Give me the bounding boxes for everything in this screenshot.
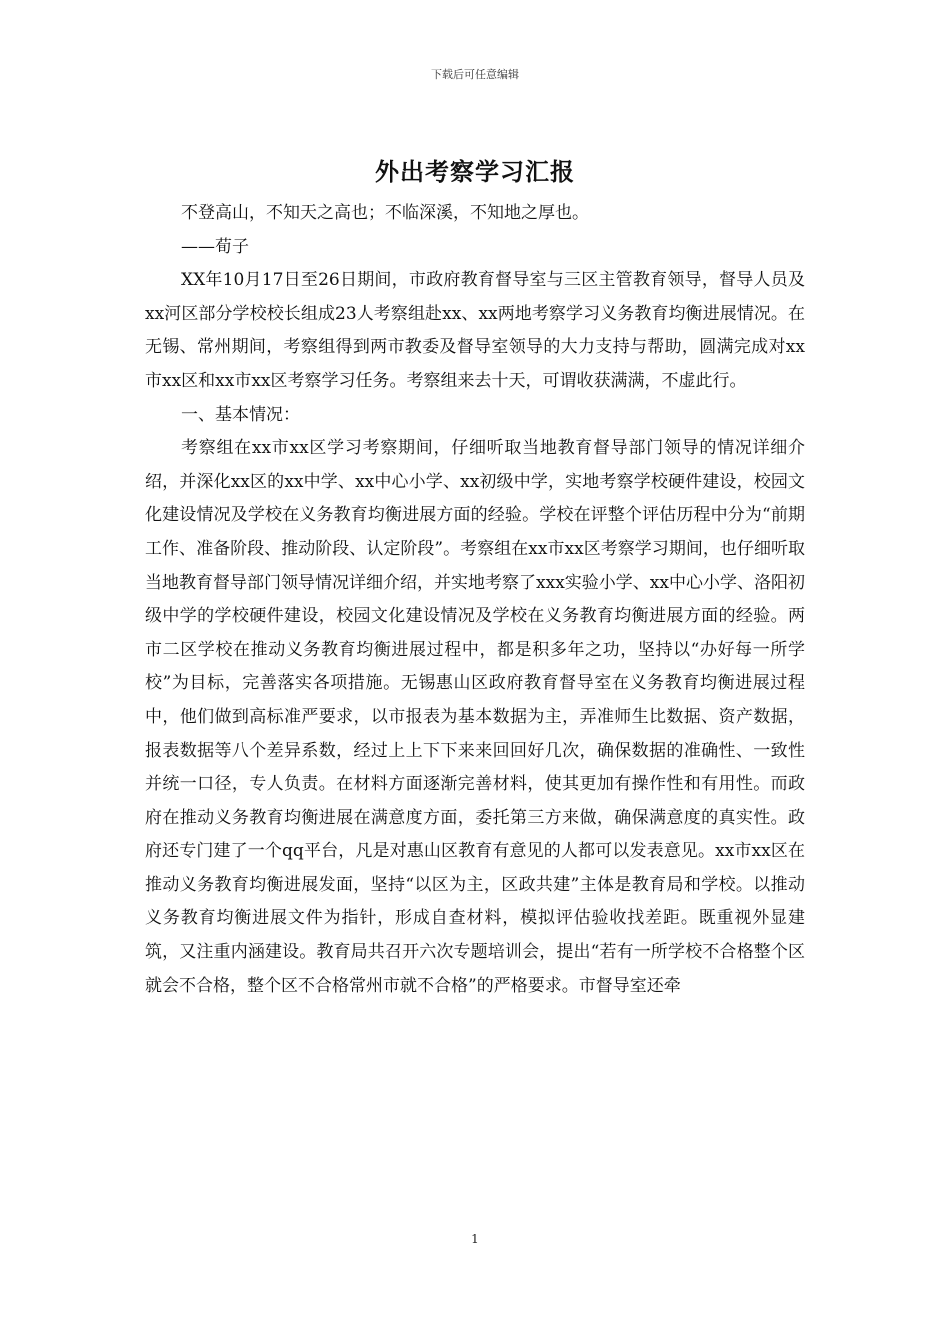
page-header-note: 下载后可任意编辑: [431, 68, 519, 81]
quote-paragraph: 不登高山，不知天之高也；不临深溪，不知地之厚也。: [181, 203, 589, 223]
document-body: [145, 197, 805, 1003]
intro-paragraph: XX年10月17日至26日期间，市政府教育督导室与三区主管教育领导，督导人员及xx河区部分学校校长组成23人考察组赴xx、xx两地考察学习义务教育均衡进展情况。在无锡、常州期间，考察组得到两市教委及督导室领导的大力支持与帮助，圆满完成对xx市xx区和xx市xx区考察学习任务。考察组来去十天，可谓收获满满，不虚此行。: [145, 270, 805, 391]
quote-author: ——荀子: [181, 236, 249, 257]
section-heading: 一、基本情况：: [181, 404, 300, 425]
page-number: 1: [471, 1232, 479, 1246]
document-title: 外出考察学习汇报: [375, 157, 575, 186]
body-paragraph: 考察组在xx市xx区学习考察期间，仔细听取当地教育督导部门领导的情况详细介绍，并深化xx区的xx中学、xx中心小学、xx初级中学，实地考察学校硬件建设，校园文化建设情况及学校在义务教育均衡进展方面的经验。学校在评整个评估历程中分为“前期工作、准备阶段、推动阶段、认定阶段”。考察组在xx市xx区考察学习期间，也仔细听取当地教育督导部门领导情况详细介绍，并实地考察了xxx实验小学、xx中心小学、洛阳初级中学的学校硬件建设，校园文化建设情况及学校在义务教育均衡进展方面的经验。两市二区学校在推动义务教育均衡进展过程中，都是积多年之功，坚持以“办好每一所学校”为目标，完善落实各项措施。无锡惠山区政府教育督导室在义务教育均衡进展过程中，他们做到高标准严要求，以市报表为基本数据为主，弄准师生比数据、资产数据，报表数据等八个差异系数，经过上上下下来来回回好几次，确保数据的准确性、一致性并统一口径，专人负责。在材料方面逐渐完善材料，使其更加有操作性和有用性。而政府在推动义务教育均衡进展在满意度方面，委托第三方来做，确保满意度的真实性。政府还专门建了一个qq平台，凡是对惠山区教育有意见的人都可以发表意见。xx市xx区在推动义务教育均衡进展发面，坚持“以区为主，区政共建”主体是教育局和学校。以推动义务教育均衡进展文件为指针，形成自查材料，模拟评估验收找差距。既重视外显建筑，又注重内涵建设。教育局共召开六次专题培训会，提出“若有一所学校不合格整个区就会不合格，整个区不合格常州市就不合格”的严格要求。市督导室还牵: [145, 438, 805, 996]
